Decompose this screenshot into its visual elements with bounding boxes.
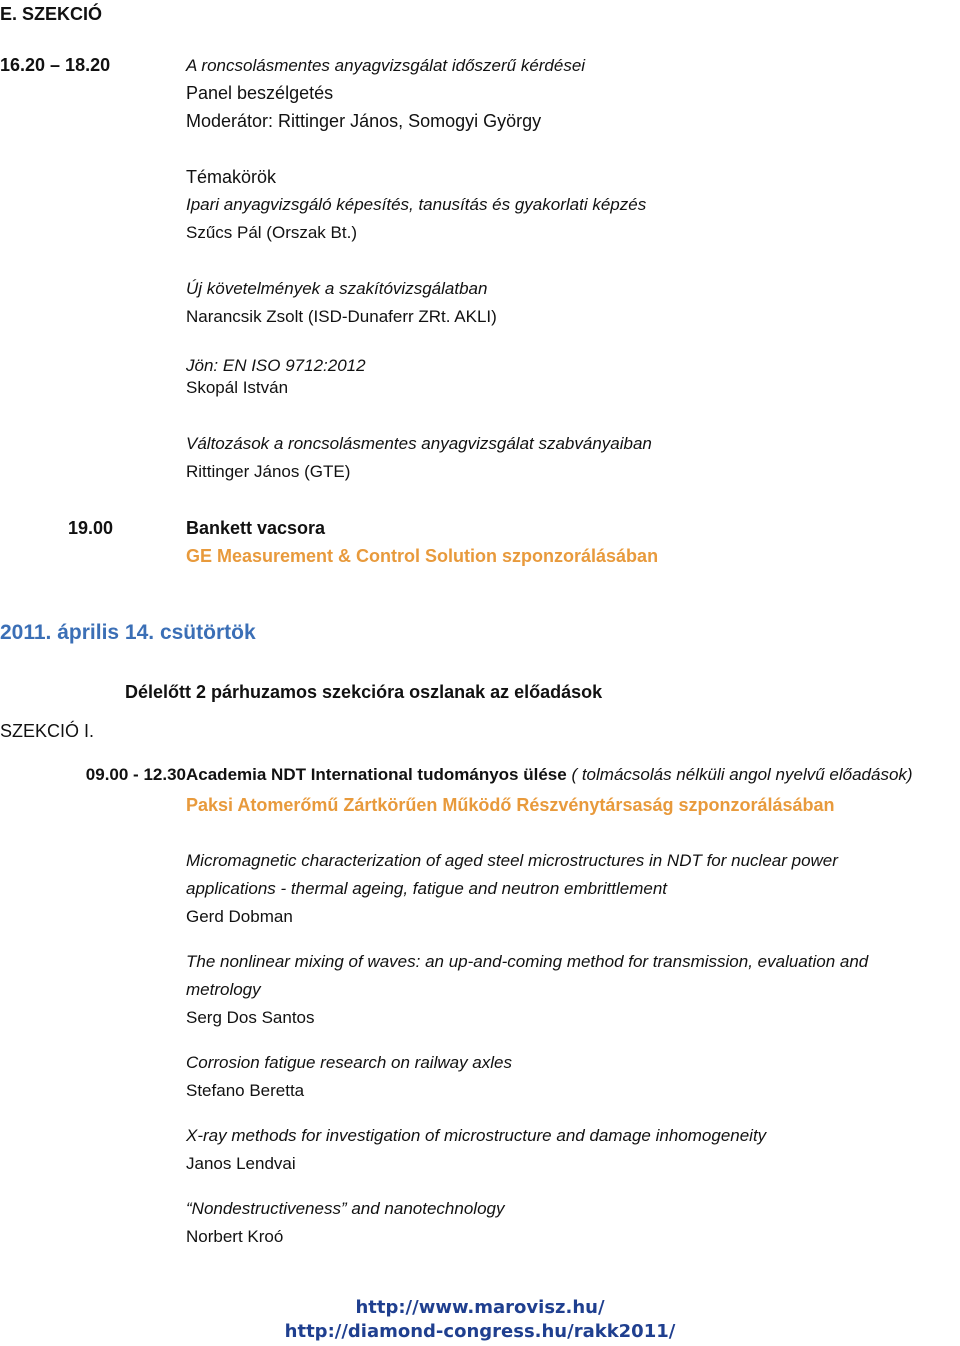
talk-speaker: Janos Lendvai <box>186 1154 296 1173</box>
talk-speaker: Stefano Beretta <box>186 1081 305 1100</box>
section-1-session-line <box>186 765 913 785</box>
talk-title: X-ray methods for investigation of microstructure and damage inhomogeneity <box>186 1126 767 1145</box>
banquet-sponsor: GE Measurement & Control Solution szponzorálásában <box>186 546 659 566</box>
talk-title: The nonlinear mixing of waves: an up-and-coming method for transmission, evaluation and <box>186 952 869 971</box>
moderator-line: Moderátor: Rittinger János, Somogyi György <box>186 111 542 131</box>
section-1-time-text: 09.00 - 12.30 <box>85 765 186 784</box>
section-e-title: E. SZEKCIÓ <box>0 4 103 24</box>
topic-speaker: Narancsik Zsolt (ISD-Dunaferr ZRt. AKLI) <box>186 307 497 326</box>
talk-title-cont: applications - thermal ageing, fatigue and neutron embrittlement <box>186 879 668 898</box>
talk-title: Micromagnetic characterization of aged steel microstructures in NDT for nuclear power <box>186 851 838 870</box>
footer-link-marovisz[interactable]: http://www.marovisz.hu/ <box>355 1297 605 1318</box>
section-1-time <box>0 765 186 785</box>
talk-title-cont: metrology <box>186 980 261 999</box>
session-title: A roncsolásmentes anyagvizsgálat időszerű kérdései <box>186 56 586 75</box>
banquet-time: 19.00 <box>67 518 113 538</box>
topic-speaker: Szűcs Pál (Orszak Bt.) <box>186 223 357 242</box>
footer-link-congress[interactable]: http://diamond-congress.hu/rakk2011/ <box>284 1321 676 1342</box>
topic-title: Új követelmények a szakítóvizsgálatban <box>186 279 488 298</box>
topics-heading: Témakörök <box>186 167 277 187</box>
panel-label: Panel beszélgetés <box>186 83 334 103</box>
talk-speaker: Norbert Kroó <box>186 1227 284 1246</box>
talk-title: “Nondestructiveness” and nanotechnology <box>186 1199 505 1218</box>
topic-title: Jön: EN ISO 9712:2012 <box>186 356 366 375</box>
day-heading: 2011. április 14. csütörtök <box>0 621 256 644</box>
section-1-session-note: ( tolmácsolás nélküli angol nyelvű előadások) <box>571 765 913 784</box>
talk-title: Corrosion fatigue research on railway axles <box>186 1053 512 1072</box>
talk-speaker: Gerd Dobman <box>186 907 293 926</box>
section-1-session-title: Academia NDT International tudományos ülése <box>186 765 567 784</box>
section-1-sponsor: Paksi Atomerőmű Zártkörűen Működő Részvénytársaság szponzorálásában <box>186 795 835 815</box>
session-time: 16.20 – 18.20 <box>0 55 111 75</box>
topic-speaker: Rittinger János (GTE) <box>186 462 351 481</box>
topic-title: Változások a roncsolásmentes anyagvizsgálat szabványaiban <box>186 434 652 453</box>
banquet-title: Bankett vacsora <box>186 518 326 538</box>
topic-speaker: Skopál István <box>186 378 289 397</box>
morning-note: Délelőtt 2 párhuzamos szekcióra oszlanak az előadások <box>125 682 603 702</box>
section-1-title: SZEKCIÓ I. <box>0 721 95 741</box>
talk-speaker: Serg Dos Santos <box>186 1008 315 1027</box>
topic-title: Ipari anyagvizsgáló képesítés, tanusítás és gyakorlati képzés <box>186 195 647 214</box>
